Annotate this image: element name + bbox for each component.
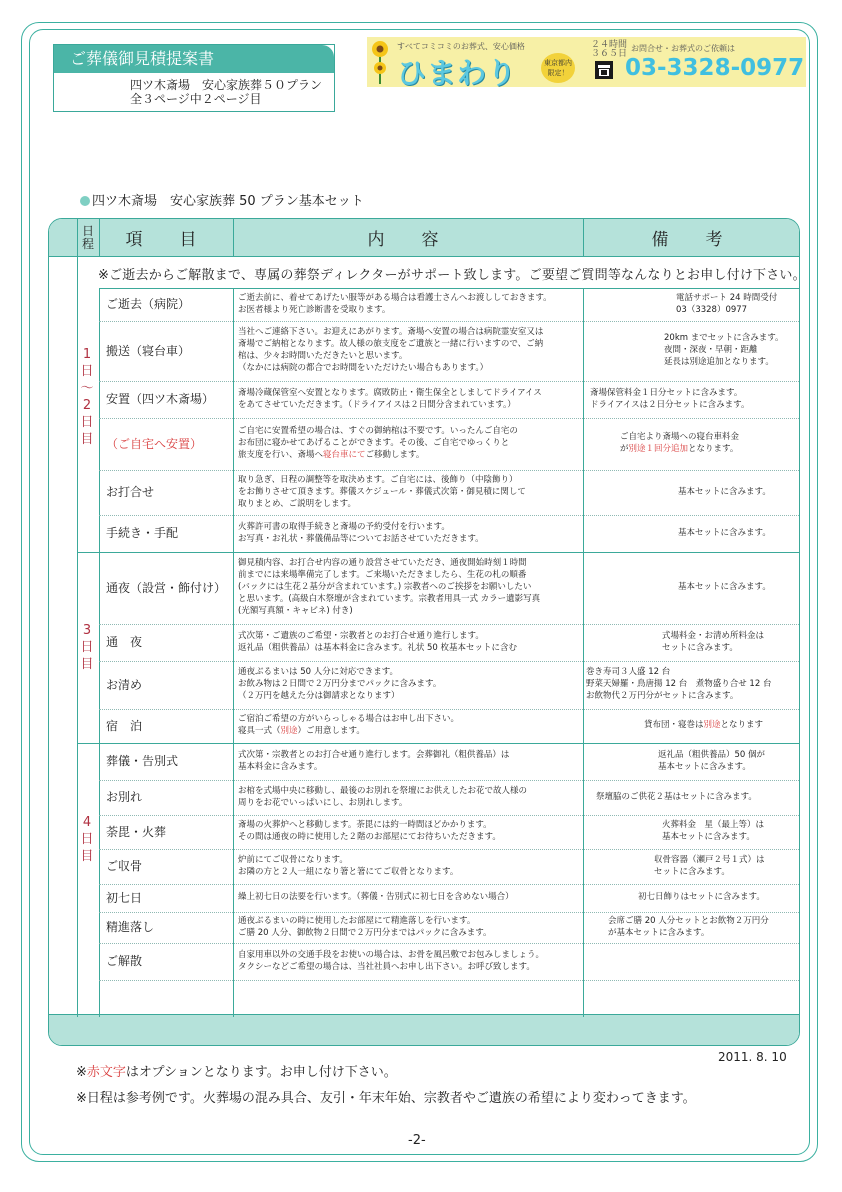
- section-heading: [80, 190, 364, 209]
- content-line: 繰上初七日の法要を行います。（葬儀・告別式に初七日を含めない場合）: [238, 892, 514, 902]
- row-content: [238, 911, 578, 942]
- logo-brand: ひまわり: [397, 56, 518, 90]
- content-line: 自家用車以外の交通手段をお使いの場合は、お骨を風呂敷でお包みしましょう。: [238, 949, 545, 960]
- row-content: [238, 814, 578, 848]
- note-line: お飲物代２万円分がセットに含みます。: [586, 691, 739, 701]
- note-text: 貸布団・寝巻は: [644, 720, 704, 730]
- note-suffix: はオプションとなります。お申し付け下さい。: [125, 1065, 397, 1080]
- note-line: 延長は別途追加となります。: [664, 357, 774, 367]
- row-note: [586, 911, 800, 942]
- row-item: お別れ: [106, 790, 143, 804]
- row-item: ご収骨: [106, 859, 143, 873]
- badge-line2: 限定！: [547, 69, 569, 77]
- note-line: 会席ご膳 20 人分セットとお飲物２万円分: [608, 915, 769, 926]
- content-line: 炉前にてご収骨になります。: [238, 854, 348, 865]
- content-line: 斎場でご納棺となります。故人様の旅支度をご遺族と一緒に行いますので、ご納: [238, 339, 544, 349]
- content-line: 取り急ぎ、日程の調整等を取決めます。ご自宅には、後飾り（中陰飾り）: [238, 474, 518, 485]
- content-line: [238, 725, 578, 737]
- row-item: 荼毘・火葬: [106, 824, 167, 839]
- row-item: 手続き・手配: [106, 526, 179, 540]
- row-content: [238, 883, 578, 911]
- row-item: 安置（四ツ木斎場）: [106, 392, 215, 406]
- content-line: 式次第・ご遺族のご希望・宗教者とのお打合せ通り進行します。: [238, 630, 484, 641]
- note-line: 返礼品（粗供養品）50 個が: [658, 749, 766, 760]
- content-line: 式次第・宗教者とのお打合せ通り進行します。会葬御礼（粗供養品）は: [238, 749, 510, 760]
- row-note: [586, 742, 800, 779]
- header-rule: [49, 256, 800, 257]
- col-line-item: [233, 288, 234, 1017]
- document-date: 2011. 8. 10: [718, 1050, 787, 1064]
- phone-number: 03-3328-0977: [625, 55, 805, 81]
- note-line: 斎場保管料金１日分セットに含みます。: [590, 387, 743, 398]
- content-line: 当社へご連絡下さい。お迎えにあがります。斎場へ安置の場合は病院霊安室又は: [238, 327, 544, 337]
- hours-line1: ２４時間: [591, 40, 628, 50]
- row-content: [238, 623, 578, 660]
- content-line: （なかには病院の都合でお時間をいただけたい場合もあります。）: [238, 363, 489, 373]
- content-line: お写真・お礼状・葬儀備品等についてお話させていただきます。: [238, 533, 484, 544]
- row-note: [586, 469, 800, 514]
- content-line: [238, 449, 578, 461]
- table-footer-band: [49, 1014, 799, 1045]
- content-text: ）ご用意します。: [297, 726, 365, 736]
- row-note: [586, 623, 800, 660]
- row-item: お打合せ: [106, 485, 155, 499]
- row-content: [238, 417, 578, 469]
- col-line-content-head: [583, 219, 584, 256]
- content-text: ご移動します。: [365, 450, 425, 460]
- content-text: 寝具一式（: [238, 726, 281, 736]
- row-item: ご逝去（病院）: [106, 297, 191, 311]
- note-text: が: [620, 444, 629, 454]
- row-content: [238, 551, 578, 623]
- content-line: (バックには生花２基分が含まれています。) 宗教者へのご挨拶をお願いしたい: [238, 582, 532, 592]
- day-label-char: 2: [82, 398, 92, 413]
- option-text: 別途: [280, 726, 298, 736]
- row-item-option: （ご自宅へ安置）: [106, 436, 203, 451]
- option-text: 寝台車にて: [323, 450, 366, 460]
- col-line-day-left: [77, 219, 78, 1017]
- company-logo-banner: [367, 37, 806, 90]
- day-label-char: 目: [80, 432, 94, 447]
- content-line: ご自宅に安置希望の場合は、すぐの御納棺は不要です。いったんご自宅の: [238, 426, 518, 436]
- row-item: ご解散: [106, 954, 143, 968]
- note-text: となります。: [688, 444, 739, 454]
- col-line-day-right: [99, 288, 100, 1017]
- day-label-char: 日: [80, 640, 94, 655]
- row-note: [586, 660, 800, 708]
- content-line: ご宿泊ご希望の方がいらっしゃる場合はお申し出下さい。: [238, 714, 460, 724]
- logo-tagline: すべてコミコミのお葬式、安心価格: [397, 42, 525, 51]
- row-item: お清め: [106, 677, 143, 692]
- row-note: [586, 883, 800, 911]
- col-line-content: [583, 288, 584, 1017]
- note-line: 初七日飾りはセットに含みます。: [638, 892, 765, 902]
- content-line: お医者様より死亡診断書を受取ります。: [238, 304, 391, 315]
- page-indicator: 全３ページ中２ページ目: [130, 92, 262, 106]
- tokyo-badge: [541, 53, 575, 83]
- note-line: 基本セットに含みます。: [678, 582, 771, 592]
- col-line-item-head: [233, 219, 234, 256]
- row-item: 通夜（設営・飾付け）: [106, 580, 227, 595]
- note-line: 収骨容器（瀬戸２号１式）は: [654, 854, 765, 865]
- row-item: 宿 泊: [106, 718, 143, 733]
- row-note: [586, 514, 800, 551]
- header-content: 内 容: [367, 230, 449, 250]
- row-note: [586, 417, 800, 469]
- note-text: となります: [720, 720, 764, 730]
- day-label-char: 日: [80, 832, 94, 847]
- note-line: が基本セットに含みます。: [608, 927, 710, 938]
- day-group-label: [80, 622, 94, 673]
- option-text: 別途: [703, 720, 721, 730]
- note-line: 03（3328）0977: [676, 304, 748, 315]
- content-line: 基本料金に含みます。: [238, 761, 323, 772]
- day-label-char: 〜: [80, 381, 94, 396]
- row-rule: [99, 980, 800, 981]
- header-day-top: 日: [81, 223, 94, 238]
- bullet-dot-icon: [80, 196, 90, 206]
- day-group-label: [80, 814, 94, 865]
- content-line: 御見積内容、お打合せ内容の通り設営させていただき、通夜開始時刻１時間: [238, 558, 527, 568]
- row-content: [238, 287, 578, 320]
- note-line: [644, 719, 800, 731]
- support-notice: ※ご逝去からご解散まで、専属の葬祭ディレクターがサポート致します。ご要望ご質問等なんなりとお申し付け下さい。: [98, 268, 806, 283]
- col-line-day-right-head: [99, 219, 100, 256]
- note-line: 電話サポート 24 時間受付: [676, 292, 778, 303]
- note-line: セットに含みます。: [654, 866, 730, 877]
- day-label-char: 目: [80, 657, 94, 672]
- note-line: 巻き寿司３人盛 12 台: [586, 667, 671, 677]
- content-line: （２万円を越えた分は御請求となります）: [238, 691, 400, 701]
- note-line: 火葬料金 星（最上等）は: [662, 820, 765, 830]
- note-prefix: ※: [76, 1065, 87, 1080]
- content-line: タクシーなどご希望の場合は、当社社員へお申し出下さい。お呼び致します。: [238, 961, 535, 972]
- note-line: ご自宅より斎場への寝台車料金: [620, 432, 740, 442]
- note-line: 式場料金・お清め所料金は: [662, 630, 765, 641]
- content-line: をあてさせていただきます。（ドライアイスは２日間分含まれています。）: [238, 399, 516, 410]
- note-line: 夜間・深夜・早朝・距離: [664, 345, 758, 355]
- sunflower-icon: [369, 40, 391, 84]
- content-line: ご逝去前に、着せてあげたい服等がある場合は看護士さんへお渡ししておきます。: [238, 292, 552, 303]
- hours-label: [591, 41, 627, 59]
- plan-subtitle: [130, 78, 322, 106]
- schedule-note: ※日程は参考例です。火葬場の混み具合、友引・年末年始、宗教者やご遺族の希望により変わってきます。: [76, 1091, 696, 1106]
- row-note: [586, 814, 800, 848]
- content-line: 取りまとめ、ご説明をします。: [238, 498, 356, 509]
- content-line: 通夜ぶるまいの時に使用したお部屋にて精進落しを行います。: [238, 915, 476, 926]
- note-line: セットに含みます。: [662, 642, 738, 653]
- badge-line1: 東京都内: [544, 59, 572, 67]
- row-content: [238, 708, 578, 742]
- day-label-char: 3: [82, 623, 92, 638]
- row-note: [586, 287, 800, 320]
- header-day-bottom: 程: [81, 236, 94, 251]
- phone-icon: [595, 61, 613, 79]
- header-item: 項 目: [125, 230, 207, 250]
- hours-line2: ３６５日: [591, 49, 628, 59]
- page-title: ご葬儀御見積提案書: [54, 45, 334, 73]
- content-line: その間は通夜の時に使用した２階のお部屋にてお待ちいただきます。: [238, 832, 501, 842]
- note-line: 基本セットに含みます。: [678, 527, 771, 538]
- header-day: [77, 219, 99, 256]
- row-content: [238, 320, 578, 380]
- note-line: 祭壇脇のご供花２基はセットに含みます。: [596, 791, 757, 802]
- note-line: 基本セットに含みます。: [662, 832, 755, 842]
- row-item: 初七日: [106, 890, 143, 905]
- row-note: [586, 779, 800, 814]
- plan-name: 四ツ木斎場 安心家族葬５０プラン: [130, 78, 323, 92]
- day-group-label: [80, 346, 94, 448]
- row-note: [586, 708, 800, 742]
- row-note: [586, 551, 800, 623]
- day-label-char: 4: [82, 815, 92, 830]
- content-line: 棺は、少々お時間いただきたいと思います。: [238, 351, 408, 361]
- content-line: 返礼品（粗供養品）は基本料金に含みます。礼状 50 枚基本セットに含む: [238, 642, 518, 653]
- day-label-char: 日: [80, 364, 94, 379]
- row-item: 精進落し: [106, 920, 155, 934]
- row-content: [238, 848, 578, 883]
- row-item: 葬儀・告別式: [106, 754, 179, 768]
- note-line: 野菜天婦羅・鳥唐揚 12 台 煮物盛り合せ 12 台: [586, 679, 772, 689]
- content-line: 斎場冷蔵保管室へ安置となります。腐敗防止・衛生保全としましてドライアイス: [238, 387, 542, 398]
- note-line: ドライアイスは２日分セットに含みます。: [590, 399, 750, 410]
- content-line: お布団に寝かせてあげることができます。その後、ご自宅でゆっくりと: [238, 438, 510, 448]
- day-label-char: 1: [82, 347, 92, 362]
- row-content: [238, 514, 578, 551]
- content-line: お飲み物は２日間で２万円分までパックに含みます。: [238, 679, 442, 689]
- note-line: 基本セットに含みます。: [658, 761, 751, 772]
- section-heading-text: 四ツ木斎場 安心家族葬 50 プラン基本セット: [92, 194, 364, 209]
- row-note: [586, 380, 800, 417]
- red-text-label: 赤文字: [86, 1065, 126, 1080]
- row-note: [586, 848, 800, 883]
- row-note: [586, 320, 800, 380]
- contact-label: お問合せ・お葬式のご依頼は: [631, 44, 735, 53]
- note-line: 基本セットに含みます。: [678, 486, 771, 497]
- note-line: [620, 443, 800, 455]
- row-item: 搬送（寝台車）: [106, 343, 191, 358]
- title-box: [53, 44, 335, 112]
- page-number: -2-: [408, 1133, 426, 1148]
- content-line: 火葬許可書の取得手続きと斎場の予約受付を行います。: [238, 521, 450, 532]
- row-content: [238, 779, 578, 814]
- row-content: [238, 742, 578, 779]
- row-content: [238, 660, 578, 708]
- row-content: [238, 469, 578, 514]
- content-line: 前までには来場準備完了します。ご来場いただきましたら、生花の札の順番: [238, 570, 527, 580]
- content-line: (光額写真額・キャビネ) 付き): [238, 606, 353, 616]
- content-text: 旅支度を行い、斎場へ: [238, 450, 324, 460]
- note-line: 20km までセットに含みます。: [664, 333, 784, 343]
- content-line: お隣の方と２人一組になり箸と箸にてご収骨となります。: [238, 866, 459, 877]
- content-line: 斎場の火葬炉へと移動します。荼毘には約一時間ほどかかります。: [238, 820, 492, 830]
- row-content: [238, 942, 578, 979]
- content-line: と思います。(高級白木祭壇が含まれています。宗教者用具一式 カラー遺影写真: [238, 594, 541, 604]
- option-text: 別途１回分追加: [628, 444, 689, 454]
- row-content: [238, 380, 578, 417]
- content-line: 通夜ぶるまいは 50 人分に対応できます。: [238, 667, 399, 677]
- content-line: 周りをお花でいっぱいにし、お別れします。: [238, 797, 408, 808]
- header-note: 備 考: [651, 230, 733, 250]
- row-item: 通 夜: [106, 635, 143, 649]
- content-line: をお飾りさせて頂きます。葬儀スケジュール・葬儀式次第・御見積に関して: [238, 486, 526, 497]
- day-label-char: 日: [80, 415, 94, 430]
- day-label-char: 目: [80, 849, 94, 864]
- option-color-note: [76, 1061, 397, 1080]
- content-line: お棺を式場中央に移動し、最後のお別れを祭壇にお供えしたお花で故人様の: [238, 785, 528, 796]
- content-line: ご膳 20 人分、御飲物２日間で２万円分まではパックに含みます。: [238, 927, 492, 938]
